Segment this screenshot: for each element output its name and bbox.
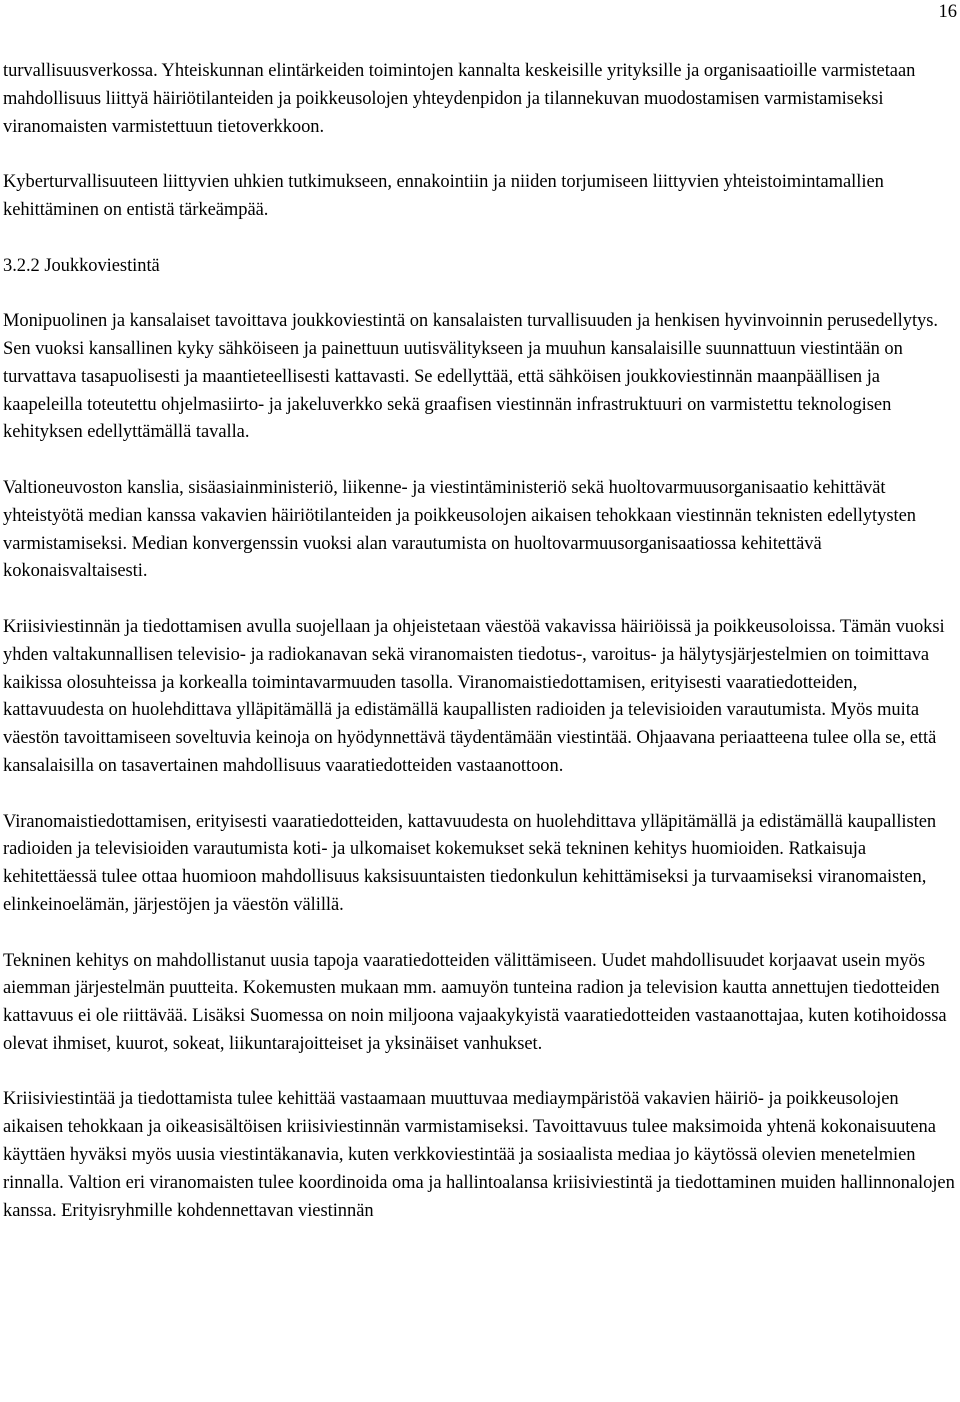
paragraph-authority-announcements: Viranomaistiedottamisen, erityisesti vaaratiedotteiden, kattavuudesta on huolehdittava ylläpitämällä ja edistämällä kaupallisten radioiden ja televisioiden varautumista koti- ja ulkomaiset kokemukset sekä tekninen kehitys huomioiden. Ratkaisuja kehitettäessä tulee ottaa huomioon mahdollisuus kaksisuuntaisten tiedonkulun kehittämiseksi ja turvaamiseksi viranomaisten, elinkeinoelämän, järjestöjen ja väestön välillä. [3,811,937,915]
page-number: 16 [938,2,957,22]
paragraph-crisis-media-development: Kriisiviestintää ja tiedottamista tulee kehittää vastaamaan muuttuvaa mediaympäristöä vakavien häiriö- ja poikkeusolojen aikaisen tehokkaan ja oikeasisältöisen kriisiviestinnän varmistamiseksi. Tavoittavuus tulee maksimoida yhtenä kokonaisuutena käyttäen hyväksi myös uusia viestintäkanavia, kuten verkkoviestintää ja sosiaalista mediaa jo käytössä olevien menetelmien rinnalla. Valtion eri viranomaisten tulee koordinoida oma ja hallintoalansa kriisiviestintä ja tiedottaminen muiden hallinnonalojen kanssa. Erityisryhmille kohdennettavan viestinnän [3,1089,955,1221]
paragraph-cyber-security: Kyberturvallisuuteen liittyvien uhkien tutkimukseen, ennakointiin ja niiden torjumiseen liittyvien yhteistoimintamallien kehittäminen on entistä tärkeämpää. [3,172,884,220]
section-heading-joukkoviestinta: 3.2.2 Joukkoviestintä [3,255,160,276]
paragraph-mass-communication: Monipuolinen ja kansalaiset tavoittava joukkoviestintä on kansalaisten turvallisuuden ja henkisen hyvinvoinnin perusedellytys. Sen vuoksi kansallinen kyky sähköiseen ja painettuun uutisvälitykseen ja muuhun kansalaisille suunnattuun viestintään on turvattava tasapuolisesti ja maantieteellisesti kattavasti. Se edellyttää, että sähköisen joukkoviestinnän maanpäällisen ja kaapeleilla toteutettu ohjelmasiirto- ja jakeluverkko sekä graafisen viestinnän infrastruktuuri on varmistettu teknologisen kehityksen edellyttämällä tavalla. [3,311,938,443]
paragraph-crisis-communication: Kriisiviestinnän ja tiedottamisen avulla suojellaan ja ohjeistetaan väestöä vakavissa häiriöissä ja poikkeusoloissa. Tämän vuoksi yhden valtakunnallisen televisio- ja radiokanavan sekä viranomaisten tiedotus-, varoitus- ja hälytysjärjestelmien on toimittava kaikissa olosuhteissa ja korkealla toimintavarmuuden tasolla. Viranomaistiedottamisen, erityisesti vaaratiedotteiden, kattavuudesta on huolehdittava ylläpitämällä ja edistämällä kaupallisten radioiden ja televisioiden varautumista. Myös muita väestön tavoittamiseen soveltuvia keinoja on hyödynnettävä täydentämään viestintää. Ohjaavana periaatteena tulee olla se, että kansalaisilla on tasavertainen mahdollisuus vaaratiedotteiden vastaanottoon. [3,616,945,776]
paragraph-technical-development: Tekninen kehitys on mahdollistanut uusia tapoja vaaratiedotteiden välittämiseen. Uudet mahdollisuudet korjaavat usein myös aiemman järjestelmän puutteita. Kokemusten mukaan mm. aamuyön tunteina radion ja television kautta annettujen tiedotteiden kattavuus ei ole riittävää. Lisäksi Suomessa on noin miljoona vajaakykyistä vaaratiedotteiden vastaanottajaa, kuten kotihoidossa olevat ihmiset, kuurot, sokeat, liikuntarajoitteiset ja yksinäiset vanhukset. [3,950,947,1054]
document-body [3,58,957,1225]
paragraph-network-continuation: turvallisuusverkossa. Yhteiskunnan elintärkeiden toimintojen kannalta keskeisille yrityksille ja organisaatioille varmistetaan mahdollisuus liittyä häiriötilanteiden ja poikkeusolojen yhteydenpidon ja tilannekuvan muodostamisen varmistamiseksi viranomaisten varmistettuun tietoverkkoon. [3,61,916,137]
paragraph-government-cooperation: Valtioneuvoston kanslia, sisäasiainministeriö, liikenne- ja viestintäministeriö sekä huoltovarmuusorganisaatio kehittävät yhteistyötä median kanssa vakavien häiriötilanteiden ja poikkeusolojen aikaisen tehokkaan viestinnän teknisten edellytysten varmistamiseksi. Median konvergenssin vuoksi alan varautumista on huoltovarmuusorganisaatiossa kehitettävä kokonaisvaltaisesti. [3,477,916,582]
